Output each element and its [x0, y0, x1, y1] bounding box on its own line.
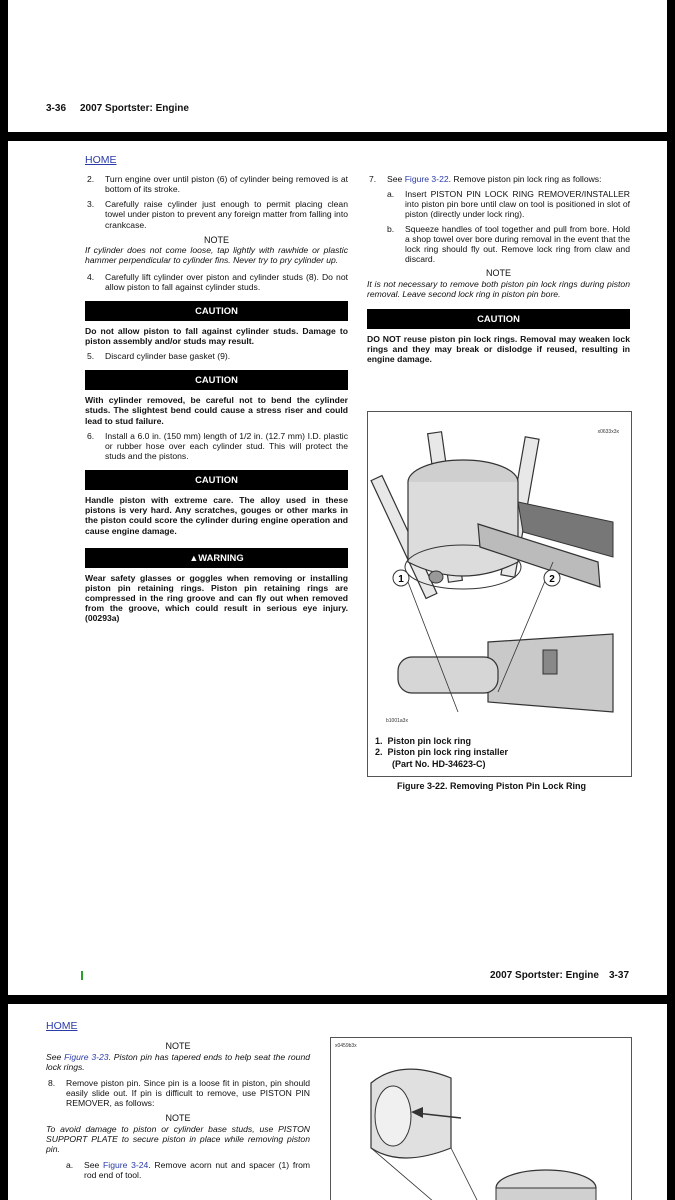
substep-text-pre: See [84, 1160, 100, 1171]
previous-page [8, 0, 667, 132]
caution-bar: CAUTION [85, 301, 348, 321]
piston-pin-illustration [331, 1038, 631, 1200]
substep-text: Squeeze handles of tool together and pull from bore. Hold a shop towel over bore during removal in the event that the lock ring should fly out. Remove lock ring from claw and discard. [405, 223, 630, 264]
page-number: 3-36 [46, 103, 67, 114]
note-text-pre: See [46, 1051, 62, 1062]
step-8 [46, 1078, 310, 1108]
note-body: To avoid damage to piston or cylinder base studs, use PISTON SUPPORT PLATE to secure piston in place while removing piston pin. [46, 1123, 310, 1155]
step-text: Carefully lift cylinder over piston and cylinder studs (8). Do not allow piston to fall against cylinder studs. [105, 271, 348, 292]
substep-text [84, 1160, 310, 1180]
running-title: 2007 Sportster: Engine [80, 103, 189, 114]
piston-body [496, 1188, 596, 1200]
figure-code: x0633x3x [597, 429, 619, 435]
figure-3-23 [330, 1037, 632, 1200]
step-text: Discard cylinder base gasket (9). [105, 351, 231, 362]
legend-item-2 [375, 747, 508, 758]
substep-letter: b. [387, 223, 395, 234]
substep-a [367, 189, 630, 219]
note-title: NOTE [165, 1113, 191, 1124]
step-text: Install a 6.0 in. (150 mm) length of 1/2 in. (12.7 mm) I.D. plastic or rubber hose over each cylinder stud. This will protect the studs and the pistons. [105, 430, 348, 461]
step-number: 3. [87, 199, 95, 210]
step-text: Turn engine over until piston (6) of cylinder being removed is at bottom of its stroke. [105, 174, 348, 195]
warning-title: WARNING [198, 551, 244, 563]
warning-text: Wear safety glasses or goggles when removing or installing piston pin retaining rings. Piston pin retaining rings are compressed in the ring groove and can fly out when removed from the groove, which could result in serious eye injury. (00293a) [85, 572, 348, 624]
warning-triangle-icon: ▲ [189, 552, 199, 563]
note-title: NOTE [485, 268, 511, 279]
substep-letter: a. [387, 189, 395, 200]
figure-code: b1001a3x [386, 718, 408, 724]
figure-3-22 [367, 411, 632, 777]
note-title: NOTE [165, 1041, 191, 1051]
change-bar-mark [81, 971, 83, 980]
caution-text: With cylinder removed, be careful not to bend the cylinder studs. The slightest bend could cause a stress riser and could lead to stud failure. [85, 395, 348, 426]
step-number: 2. [87, 174, 95, 184]
figure-caption: Figure 3-22. Removing Piston Pin Lock Ring [397, 781, 587, 791]
step-number: 5. [87, 351, 95, 362]
step-5 [85, 351, 348, 361]
leader-line [451, 1148, 481, 1200]
legend-text: Piston pin lock ring [387, 736, 472, 746]
legend-number: 1. [375, 736, 383, 746]
caution-bar: CAUTION [85, 470, 348, 490]
caution-bar: CAUTION [367, 309, 630, 329]
legend-item-1 [375, 736, 508, 747]
note-body: It is not necessary to remove both piston pin lock rings during piston removal. Leave second lock ring in piston pin bore. [367, 278, 630, 299]
figure-link[interactable]: Figure 3-22 [404, 174, 449, 184]
figure-code: x0459b3x [335, 1043, 357, 1049]
pin-end [375, 1086, 411, 1146]
callout-2: 2 [549, 574, 555, 585]
substep-b [367, 224, 630, 265]
figure-link[interactable]: Figure 3-23 [64, 1051, 109, 1062]
figure-link[interactable]: Figure 3-24 [103, 1160, 149, 1171]
step-3 [85, 199, 348, 229]
footer-title: 2007 Sportster: Engine [490, 970, 599, 981]
left-column [85, 174, 348, 628]
caution-text: Do not allow piston to fall against cylinder studs. Damage to piston assembly and/or studs may result. [85, 325, 348, 347]
lock-ring [429, 571, 443, 583]
substep-letter: a. [66, 1160, 74, 1171]
step-text: Remove piston pin. Since pin is a loose fit in piston, pin should easily slide out. If pin is difficult to remove, use PISTON PIN REMOVER, as follows: [66, 1077, 310, 1109]
tool-closeup-rod [398, 657, 498, 693]
home-link[interactable]: HOME [46, 1020, 78, 1032]
step-6 [85, 431, 348, 461]
step-number: 4. [87, 271, 95, 282]
right-column [367, 174, 630, 369]
step-number: 8. [48, 1077, 56, 1088]
caution-text: DO NOT reuse piston pin lock rings. Removal may weaken lock rings and they may break or dislodge if reused, resulting in engine damage. [367, 334, 630, 365]
note-text-post: . Piston pin has tapered ends to help seat the round lock rings. [46, 1051, 310, 1072]
step-4 [85, 272, 348, 292]
home-link[interactable]: HOME [85, 154, 117, 166]
left-column [46, 1039, 310, 1185]
step-text: Carefully raise cylinder just enough to permit placing clean towel under piston to prevent any foreign matter from falling into crankcase. [105, 199, 348, 230]
caution-bar: CAUTION [85, 370, 348, 390]
legend-number: 2. [375, 747, 383, 758]
note-body: If cylinder does not come loose, tap lightly with rawhide or plastic hammer perpendicular to cylinder fins. Never try to pry cylinder up. [85, 245, 348, 266]
legend-text: Piston pin lock ring installer [387, 747, 509, 758]
step-text-post: . Remove piston pin lock ring as follows: [448, 174, 602, 184]
substep-a [46, 1160, 310, 1180]
caution-text: Handle piston with extreme care. The alloy used in these pistons is very hard. Any scratches, gouges or other marks in the piston could score the cylinder during engine operation and cause engine damage. [85, 495, 348, 536]
tool-spring [543, 650, 557, 674]
substep-text: Insert PISTON PIN LOCK RING REMOVER/INSTALLER into piston pin bore until claw on tool is positioned in slot of piston (directly under lock ring). [405, 189, 630, 220]
step-2 [85, 174, 348, 194]
step-7 [367, 174, 630, 184]
note-title: NOTE [203, 234, 229, 245]
callout-1: 1 [398, 574, 404, 585]
step-number: 6. [87, 430, 95, 441]
footer-page-number: 3-37 [609, 970, 630, 981]
figure-legend [375, 736, 508, 770]
note-body [46, 1052, 310, 1072]
legend-part-number: (Part No. HD-34623-C) [392, 758, 486, 769]
step-text-pre: See [387, 174, 403, 184]
warning-bar [85, 548, 348, 568]
substep-text-post: . Remove acorn nut and spacer (1) from rod end of tool. [84, 1160, 311, 1181]
main-page [8, 141, 667, 995]
step-number: 7. [369, 174, 377, 184]
piston-body [408, 482, 518, 576]
step-text [387, 174, 630, 184]
next-page [8, 1004, 667, 1200]
